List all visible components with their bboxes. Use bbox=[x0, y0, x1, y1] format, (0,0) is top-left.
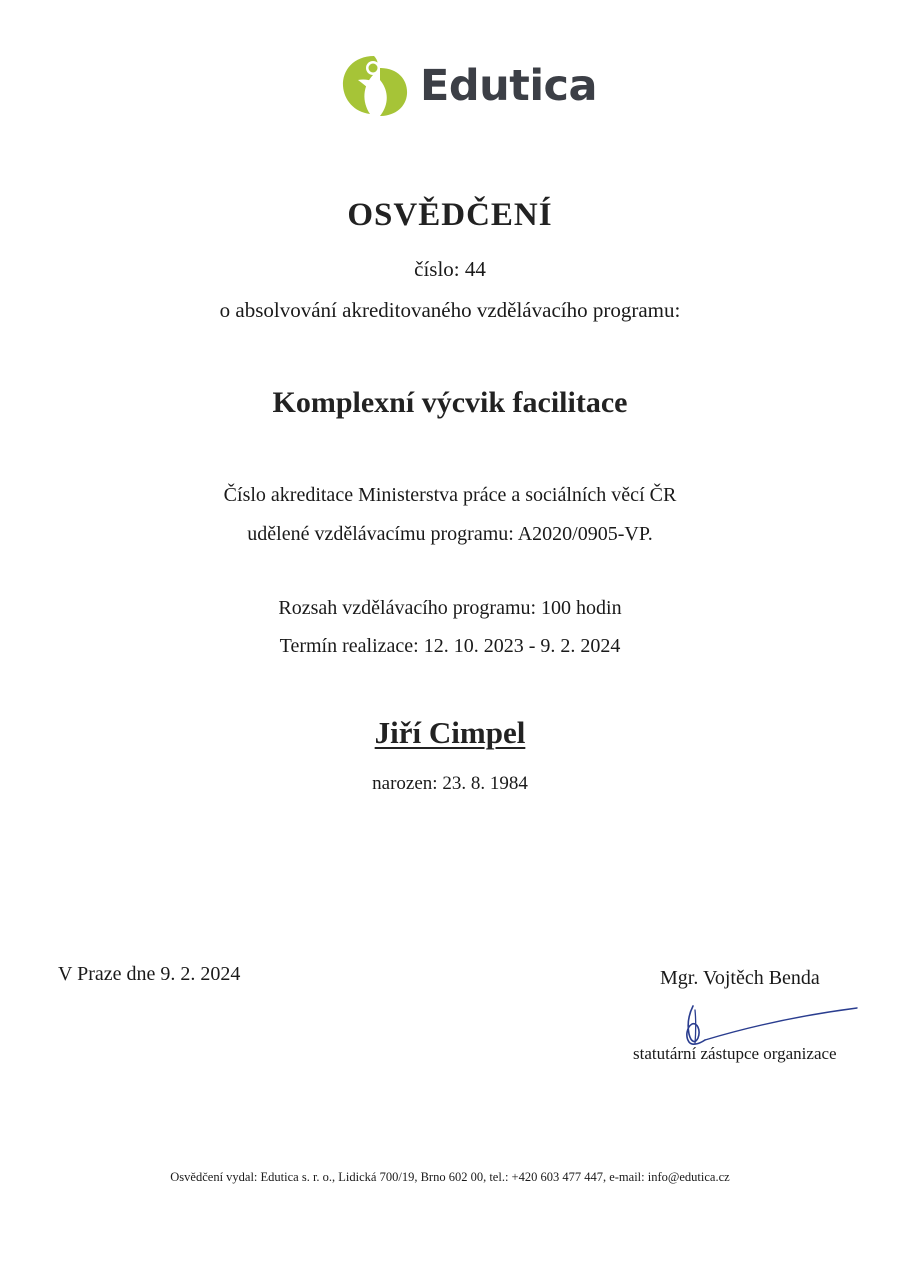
issuer-footer: Osvědčení vydal: Edutica s. r. o., Lidická 700/19, Brno 602 00, tel.: +420 603 477 447, e-mail: info@edutica.cz bbox=[170, 1170, 730, 1184]
graduate-birth-date: narozen: 23. 8. 1984 bbox=[372, 773, 528, 794]
graduate-name-row bbox=[0, 715, 900, 751]
certificate-title: OSVĚDČENÍ bbox=[347, 197, 553, 233]
signer-name: Mgr. Vojtěch Benda bbox=[660, 967, 820, 989]
accreditation-line-2: udělené vzdělávacímu programu: A2020/0905-VP. bbox=[247, 523, 653, 545]
program-scope: Rozsah vzdělávacího programu: 100 hodin bbox=[278, 597, 622, 619]
edutica-logo-text: Edutica bbox=[420, 61, 598, 111]
program-name: Komplexní výcvik facilitace bbox=[272, 386, 628, 419]
edutica-leaf-person-logo-icon bbox=[340, 50, 410, 120]
program-term: Termín realizace: 12. 10. 2023 - 9. 2. 2024 bbox=[279, 635, 621, 657]
certificate-number: číslo: 44 bbox=[414, 257, 486, 281]
certificate-about-line: o absolvování akreditovaného vzdělávacího programu: bbox=[219, 298, 681, 322]
place-and-date: V Praze dne 9. 2. 2024 bbox=[58, 963, 241, 985]
graduate-name: Jiří Cimpel bbox=[374, 715, 526, 750]
signer-role: statutární zástupce organizace bbox=[633, 1044, 837, 1063]
edutica-logo bbox=[340, 50, 600, 120]
accreditation-line-1: Číslo akreditace Ministerstva práce a sociálních věcí ČR bbox=[223, 484, 677, 506]
